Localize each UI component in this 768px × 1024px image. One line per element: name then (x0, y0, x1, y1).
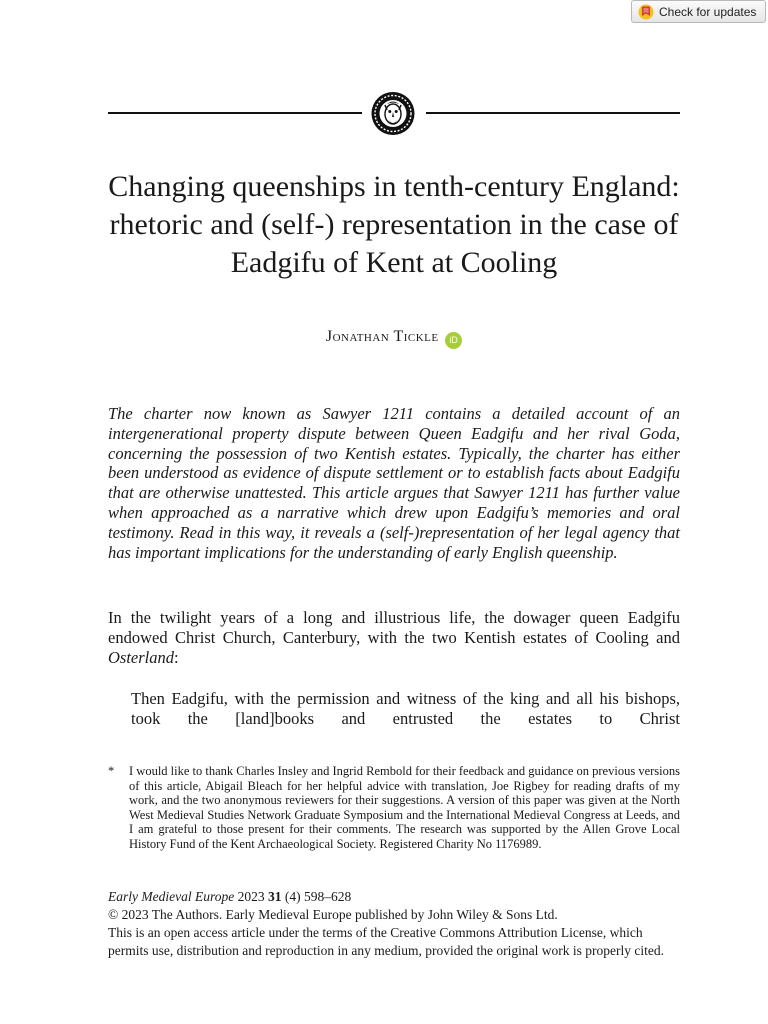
check-for-updates-button[interactable] (631, 0, 766, 23)
journal-name: Early Medieval Europe (108, 889, 235, 904)
journal-emblem-icon (369, 91, 417, 136)
article-title: Changing queenships in tenth-century England: rhetoric and (self-) representation in the case of Eadgifu of Kent at Cooling (108, 170, 680, 279)
journal-year: 2023 (237, 889, 265, 904)
license-text: This is an open access article under the terms of the Creative Commons Attribution License, which permits use, distribution and reproduction in any medium, provided the original work is properly cited. (108, 925, 665, 958)
header-rule-left (108, 112, 362, 114)
crossmark-icon (638, 4, 654, 20)
journal-pages: 598–628 (303, 889, 352, 904)
copyright-line: © 2023 The Authors. Early Medieval Europe published by John Wiley & Sons Ltd. (108, 907, 558, 922)
header-rule-right (426, 112, 680, 114)
check-for-updates-label: Check for updates (659, 4, 757, 19)
block-quote: Then Eadgifu, with the permission and witness of the king and all his bishops, took the [land]books and entrusted the estates to Christ (131, 689, 680, 728)
orcid-icon[interactable]: iD (445, 332, 462, 349)
citation-block (108, 888, 680, 960)
footnote-text: I would like to thank Charles Insley and Ingrid Rembold for their feedback and guidance on previous versions of this article, Abigail Bleach for her helpful advice with translation, Joe Rigbey for reading drafts of my work, and the two anonymous reviewers for their suggestions. A version of this paper was given at the North West Medieval Studies Network Graduate Symposium and the International Medieval Congress at Leeds, and I am grateful to those present for their comments. The research was supported by the Allen Grove Local History Fund of the Kent Archaeological Society. Registered Charity No 1176989. (129, 764, 680, 851)
journal-issue: (4) (284, 889, 301, 904)
footnote-marker: * (108, 764, 115, 778)
footnote (108, 764, 680, 851)
journal-volume: 31 (267, 889, 282, 904)
body-end-punctuation: : (174, 648, 179, 667)
author-name[interactable]: Jonathan Tickle (325, 328, 439, 345)
author-line (108, 326, 680, 349)
abstract: The charter now known as Sawyer 1211 contains a detailed account of an intergenerational property dispute between Queen Eadgifu and her rival Goda, concerning the possession of two Kentish estates. Typically, the charter has either been understood as evidence of dispute settlement or to establish facts about Eadgifu that are otherwise unattested. This article argues that Sawyer 1211 has further value when approached as a narrative which drew upon Eadgifu’s memories and oral testimony. Read in this way, it reveals a (self-)representation of her legal agency that has important implications for the understanding of early English queenship. (108, 404, 680, 562)
body-intro-text: In the twilight years of a long and illustrious life, the dowager queen Eadgifu endowed Christ Church, Canterbury, with the two Kentish estates of Cooling and (108, 608, 680, 647)
journal-citation (108, 888, 680, 906)
body-italic-term: Osterland (108, 648, 174, 667)
body-paragraph (108, 608, 680, 668)
